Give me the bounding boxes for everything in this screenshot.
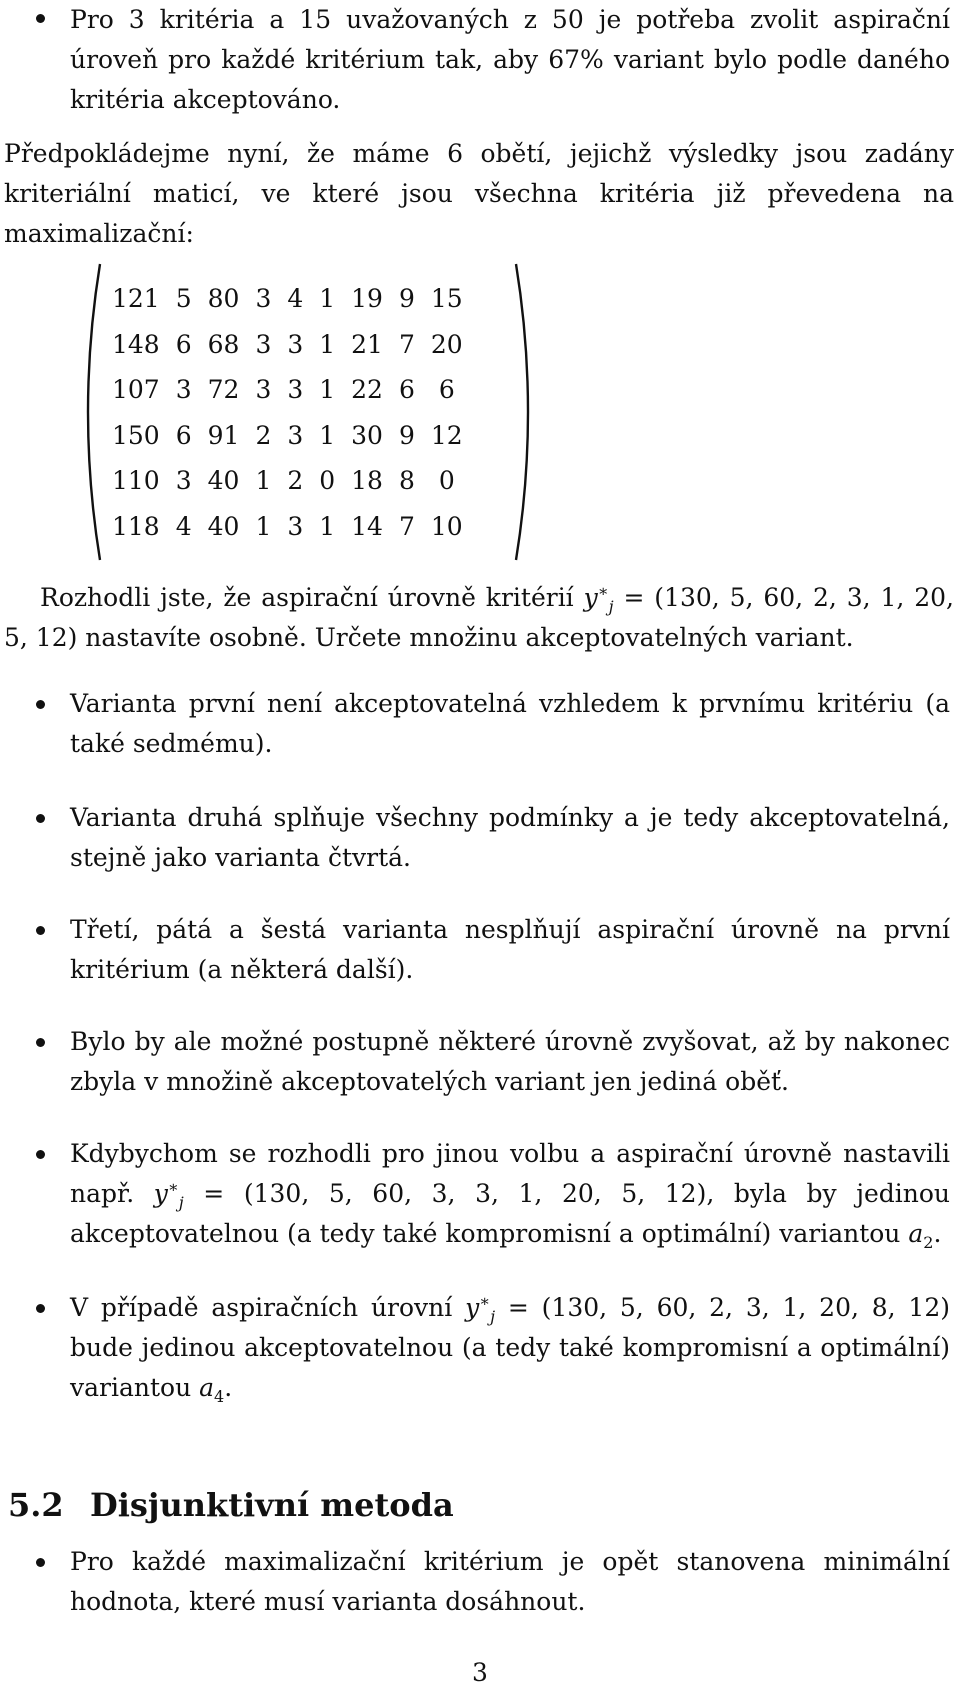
matrix-cell: 12 [430, 420, 463, 450]
matrix-cell: 14 [351, 511, 383, 541]
bullet-text: Varianta první není akceptovatelná vzhledem k prvnímu kritériu (a také sedmému). [70, 689, 950, 758]
matrix-cell: 3 [255, 329, 272, 359]
variant-symbol: a [908, 1219, 924, 1248]
matrix-cell: 6 [438, 375, 455, 405]
decision-paragraph [4, 578, 954, 658]
matrix-cell: 0 [319, 466, 336, 496]
matrix-cell: 110 [112, 466, 160, 496]
bullet-text [70, 1134, 950, 1254]
matrix-cell: 107 [112, 375, 160, 405]
right-paren [514, 262, 542, 562]
aspiration-sup: ∗ [479, 1291, 491, 1311]
matrix-cell: 3 [175, 466, 192, 496]
bullet-dot [36, 14, 45, 23]
matrix-cell: 7 [398, 329, 415, 359]
matrix-cell: 1 [319, 511, 336, 541]
bullet-dot [36, 926, 45, 935]
matrix-cell: 4 [287, 284, 304, 314]
matrix-cell: 21 [351, 329, 383, 359]
matrix-row [104, 276, 471, 322]
matrix-cell: 10 [430, 511, 463, 541]
criteria-matrix [74, 262, 544, 562]
decision-text-before: Rozhodli jste, že aspirační úrovně kritérií [40, 583, 584, 612]
matrix-cell: 6 [175, 329, 192, 359]
matrix-cell: 15 [430, 284, 463, 314]
matrix-cell: 118 [112, 511, 160, 541]
left-paren [74, 262, 102, 562]
aspiration-sub: j [608, 597, 614, 616]
matrix-cell: 22 [351, 375, 383, 405]
bullet-dot [36, 1150, 45, 1159]
matrix-cell: 4 [175, 511, 192, 541]
matrix-cell: 3 [255, 284, 272, 314]
bullet-text: Pro 3 kritéria a 15 uvažovaných z 50 je potřeba zvolit aspirační úroveň pro každé kritérium tak, aby 67% variant bylo podle daného kritéria akceptováno. [70, 5, 950, 114]
matrix-cell: 121 [112, 284, 160, 314]
matrix-cell: 3 [175, 375, 192, 405]
matrix-cell: 3 [255, 375, 272, 405]
matrix-cell: 7 [398, 511, 415, 541]
matrix-cell: 5 [175, 284, 192, 314]
matrix-cell: 8 [398, 466, 415, 496]
matrix-row [104, 367, 471, 413]
matrix-cell: 3 [287, 329, 304, 359]
matrix-cell: 20 [430, 329, 463, 359]
matrix-cell: 30 [351, 420, 383, 450]
matrix-cell: 40 [207, 511, 240, 541]
matrix-cell: 3 [287, 420, 304, 450]
section-title: Disjunktivní metoda [90, 1486, 454, 1524]
matrix-cell: 80 [207, 284, 240, 314]
matrix-cell: 1 [255, 511, 272, 541]
matrix-row [104, 322, 471, 368]
aspiration-symbol: y [583, 583, 598, 612]
aspiration-sub: j [178, 1193, 184, 1212]
matrix-cell: 68 [207, 329, 240, 359]
bullet-text: Třetí, pátá a šestá varianta nesplňují aspirační úrovně na první kritérium (a některá další). [70, 915, 950, 984]
aspiration-sup: ∗ [167, 1177, 179, 1197]
matrix-cell: 148 [112, 329, 160, 359]
text-segment: . [933, 1219, 942, 1248]
text-segment: = (130, 5, 60, 3, 3, 1, 20, 5, 12), byla by jedinou akceptovatelnou (a tedy také kompromisní a optimální) variantou [70, 1179, 950, 1248]
bullet-dot [36, 814, 45, 823]
bullet-text: Bylo by ale možné postupně některé úrovně zvyšovat, až by nakonec zbyla v množině akceptovatelých variant jen jediná oběť. [70, 1027, 950, 1096]
text-segment: V případě aspiračních úrovní [70, 1293, 466, 1322]
matrix-row [104, 458, 471, 504]
bullet-dot [36, 700, 45, 709]
matrix-cell: 2 [255, 420, 272, 450]
matrix-cell: 19 [351, 284, 383, 314]
section-number: 5.2 [8, 1486, 64, 1524]
bullet-dot [36, 1038, 45, 1047]
matrix-cell: 1 [255, 466, 272, 496]
matrix-cell: 40 [207, 466, 240, 496]
intro-paragraph: Předpokládejme nyní, že máme 6 obětí, jejichž výsledky jsou zadány kriteriální maticí, ve které jsou všechna kritéria již převedena na maximalizační: [4, 139, 954, 248]
text-segment: Kdybychom se rozhodli pro jinou volbu a aspirační úrovně nastavili např. [70, 1139, 950, 1208]
text-segment: = (130, 5, 60, 2, 3, 1, 20, 8, 12) bude jedinou akceptovatelnou (a tedy také kompromisní a optimální) variantou [70, 1293, 950, 1402]
bullet-text: Pro každé maximalizační kritérium je opět stanovena minimální hodnota, které musí varianta dosáhnout. [70, 1547, 950, 1616]
bullet-text: Varianta druhá splňuje všechny podmínky a je tedy akceptovatelná, stejně jako varianta čtvrtá. [70, 803, 950, 872]
aspiration-symbol: y [465, 1293, 480, 1322]
page-number: 3 [472, 1658, 488, 1687]
section-heading [8, 1486, 454, 1524]
aspiration-sup: ∗ [597, 581, 609, 601]
matrix-cell: 72 [207, 375, 240, 405]
matrix-cell: 9 [398, 284, 415, 314]
variant-symbol: a [199, 1373, 215, 1402]
decision-text-after: = (130, 5, 60, 2, 3, 1, 20, 5, 12) nastavíte osobně. Určete množinu akceptovatelných variant. [4, 583, 954, 652]
aspiration-sub: j [490, 1307, 496, 1326]
bullet-text [70, 1288, 950, 1408]
matrix-cell: 1 [319, 329, 336, 359]
variant-sub: 2 [923, 1233, 934, 1252]
matrix-cell: 0 [438, 466, 455, 496]
matrix-cell: 6 [175, 420, 192, 450]
matrix-cell: 150 [112, 420, 160, 450]
matrix-cell: 1 [319, 284, 336, 314]
matrix-cell: 2 [287, 466, 304, 496]
matrix-cell: 91 [207, 420, 240, 450]
matrix-cell: 18 [351, 466, 383, 496]
matrix-row [104, 413, 471, 459]
matrix-cell: 6 [398, 375, 415, 405]
matrix-cell: 3 [287, 511, 304, 541]
matrix-row [104, 504, 471, 550]
matrix-cell: 1 [319, 420, 336, 450]
text-segment: . [224, 1373, 233, 1402]
bullet-dot [36, 1558, 45, 1567]
bullet-dot [36, 1304, 45, 1313]
matrix-cell: 9 [398, 420, 415, 450]
variant-sub: 4 [214, 1387, 225, 1406]
matrix-cell: 1 [319, 375, 336, 405]
matrix-table [104, 276, 471, 549]
matrix-cell: 3 [287, 375, 304, 405]
aspiration-symbol: y [153, 1179, 168, 1208]
